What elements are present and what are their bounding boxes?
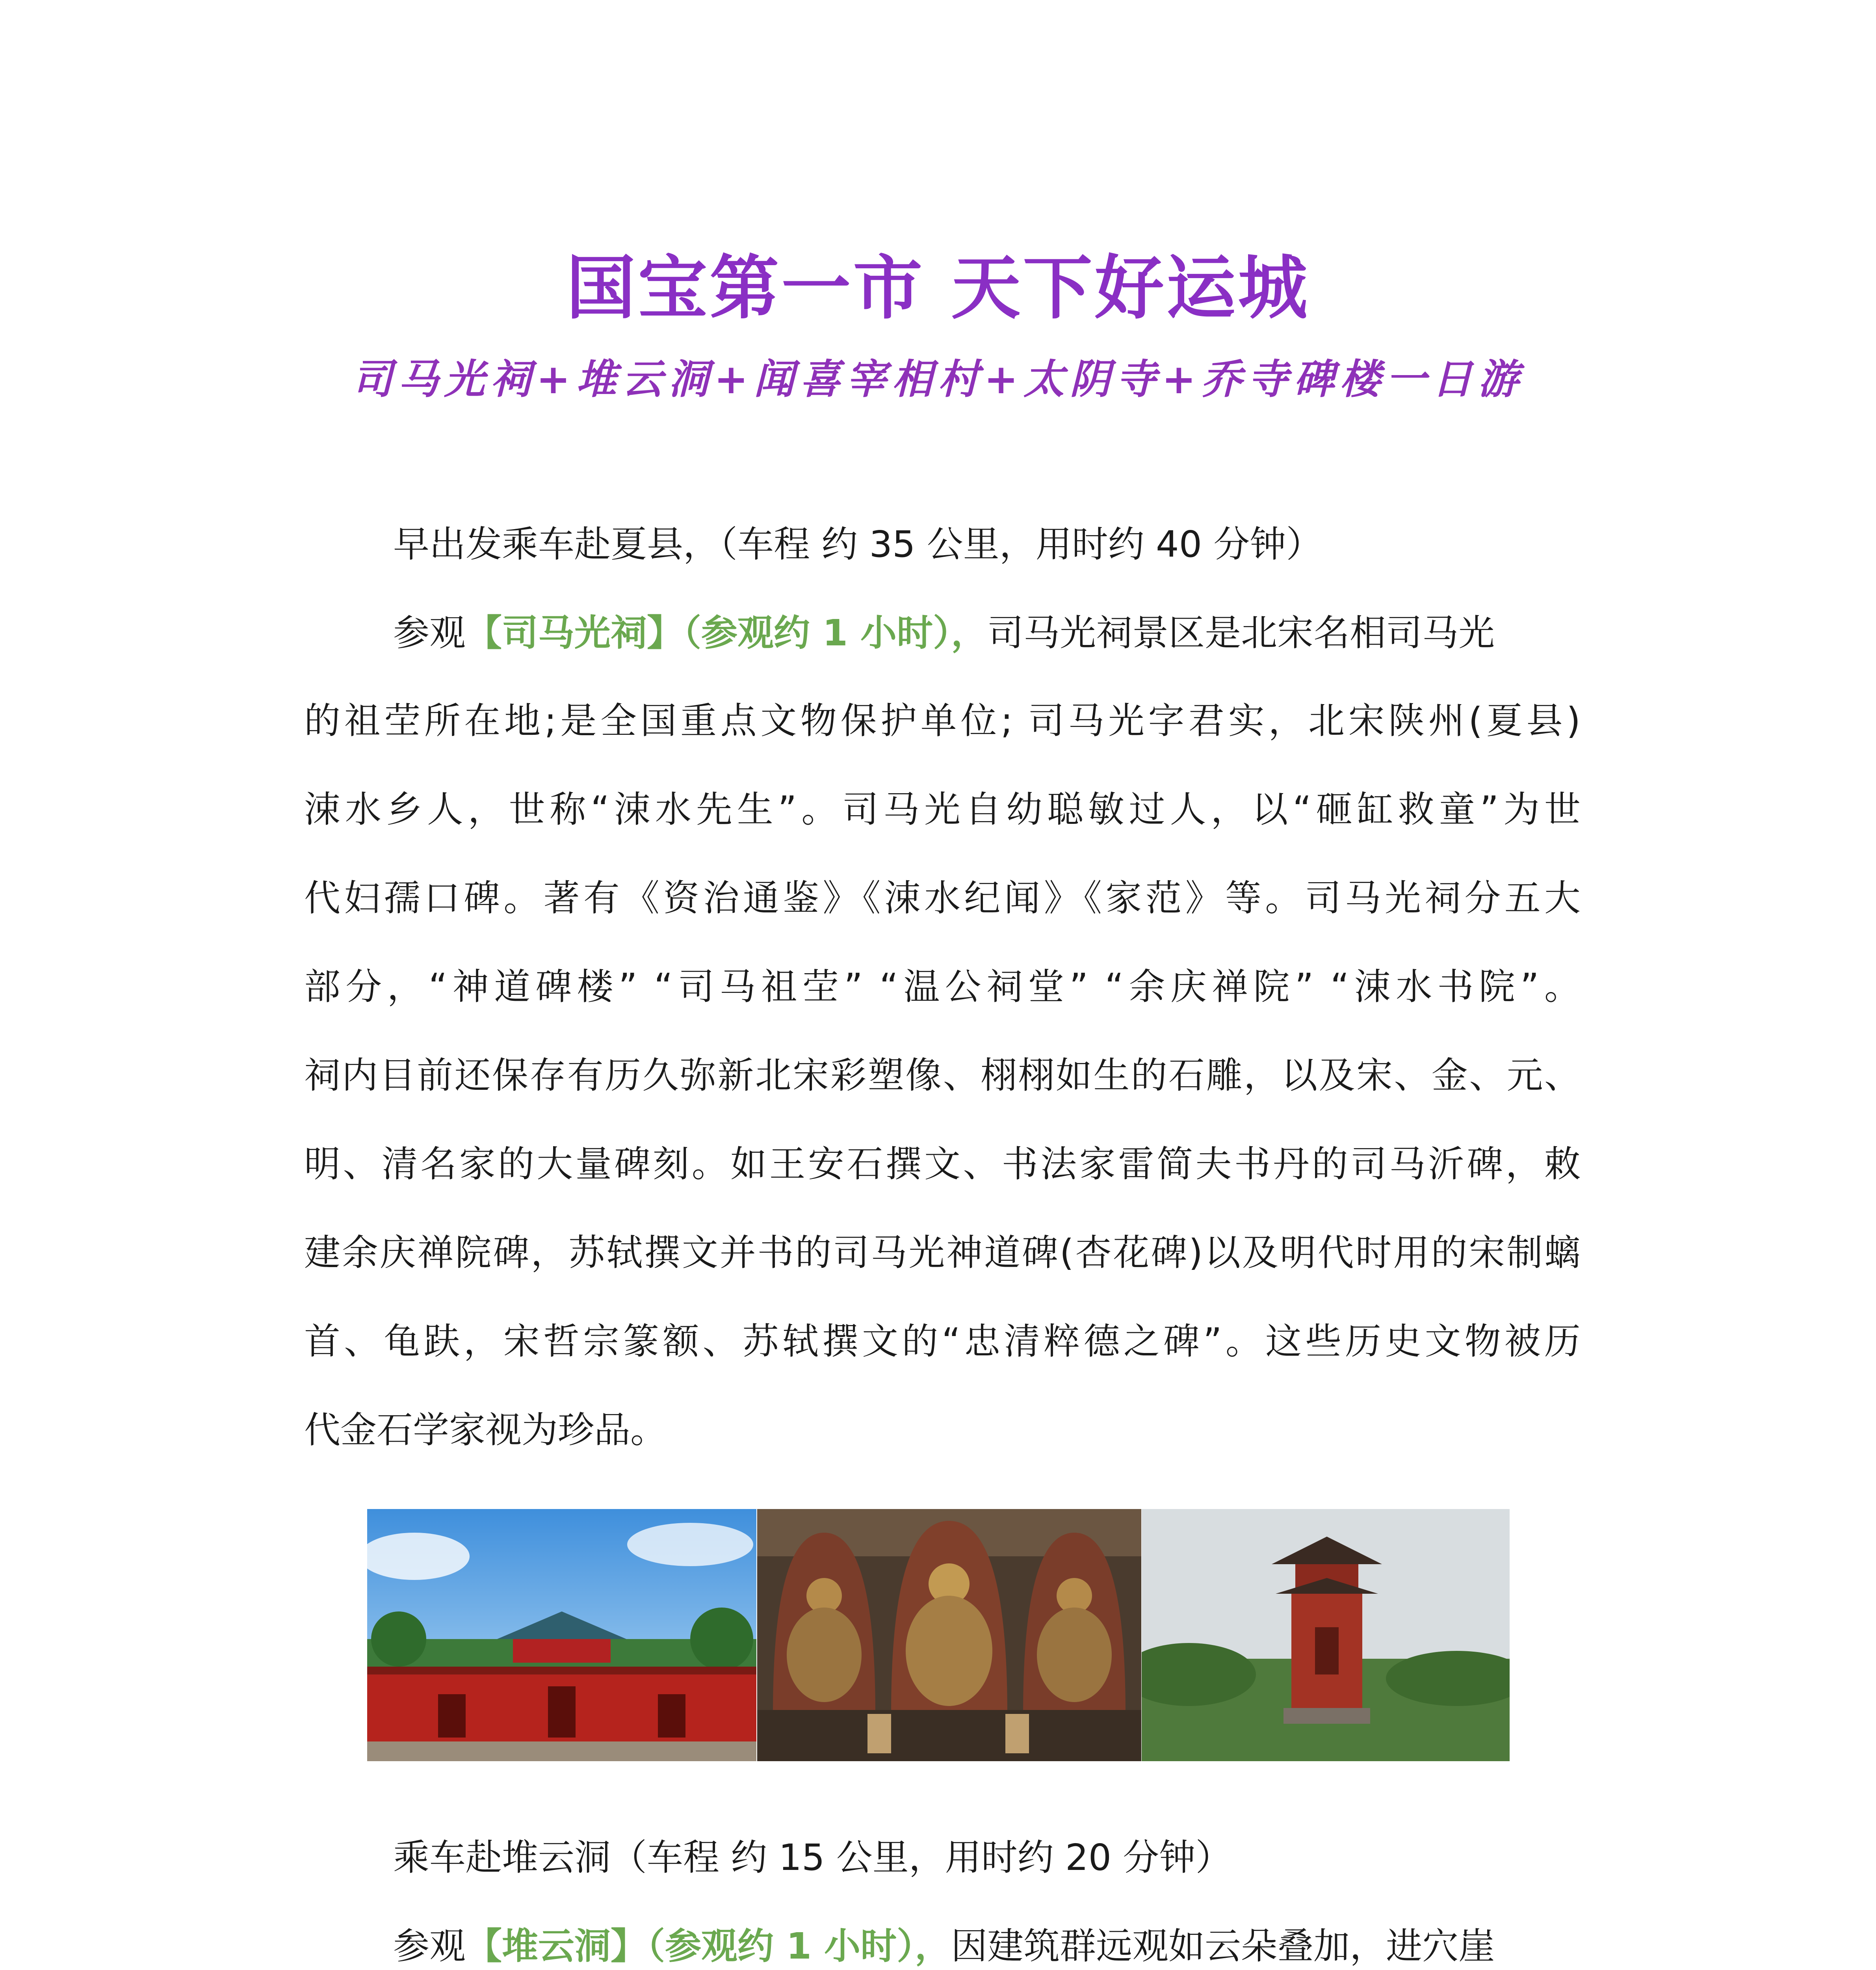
section1-line-1: 的祖茔所在地;是全国重点文物保护单位; 司马光字君实，北宋陕州(夏县) bbox=[304, 700, 1581, 742]
section1-line-0: 司马光祠景区是北宋名相司马光 bbox=[987, 612, 1495, 654]
section2-first-line bbox=[393, 1923, 1581, 1970]
photo-strip bbox=[367, 1509, 1510, 1761]
section1-line-7: 建余庆禅院碑，苏轼撰文并书的司马光神道碑(杏花碑)以及明代时用的宋制螭 bbox=[304, 1232, 1581, 1274]
section2-line-0: 因建筑群远观如云朵叠加，进穴崖 bbox=[951, 1925, 1495, 1967]
page-subtitle: 司马光祠+堆云洞+闻喜宰相村+太阴寺+乔寺碑楼一日游 bbox=[352, 355, 1524, 403]
photo-temple-gate bbox=[367, 1509, 756, 1761]
section1-line-8: 首、龟趺，宋哲宗篆额、苏轼撰文的“忠清粹德之碑”。这些历史文物被历 bbox=[304, 1320, 1581, 1362]
section1-line-6: 明、清名家的大量碑刻。如王安石撰文、书法家雷简夫书丹的司马沂碑，敕 bbox=[304, 1143, 1581, 1185]
section2-intro: 乘车赴堆云洞（车程 约 15 公里，用时约 20 分钟） bbox=[393, 1836, 1232, 1879]
section1-first-line bbox=[393, 610, 1581, 657]
section2-lead: 参观 bbox=[393, 1925, 466, 1967]
section1-line-4: 部分，“神道碑楼” “司马祖茔” “温公祠堂” “余庆禅院” “涑水书院”。 bbox=[304, 966, 1581, 1008]
photo-buddha-statues bbox=[757, 1509, 1141, 1761]
section1-line-2: 涑水乡人，世称“涑水先生”。司马光自幼聪敏过人，以“砸缸救童”为世 bbox=[304, 788, 1581, 831]
photo-stele-tower bbox=[1142, 1509, 1510, 1761]
section1-line-3: 代妇孺口碑。著有《资治通鉴》《涑水纪闻》《家范》等。司马光祠分五大 bbox=[304, 877, 1581, 919]
section1-highlight: 【司马光祠】（参观约 1 小时）， bbox=[466, 612, 988, 654]
page-title: 国宝第一市 天下好运城 bbox=[566, 248, 1310, 329]
section1-line-5: 祠内目前还保存有历久弥新北宋彩塑像、栩栩如生的石雕，以及宋、金、元、 bbox=[304, 1054, 1581, 1097]
section2-highlight: 【堆云洞】（参观约 1 小时）， bbox=[466, 1925, 951, 1967]
section1-line-9: 代金石学家视为珍品。 bbox=[304, 1409, 667, 1451]
section1-intro: 早出发乘车赴夏县，（车程 约 35 公里，用时约 40 分钟） bbox=[393, 523, 1322, 565]
section1-lead: 参观 bbox=[393, 612, 466, 654]
